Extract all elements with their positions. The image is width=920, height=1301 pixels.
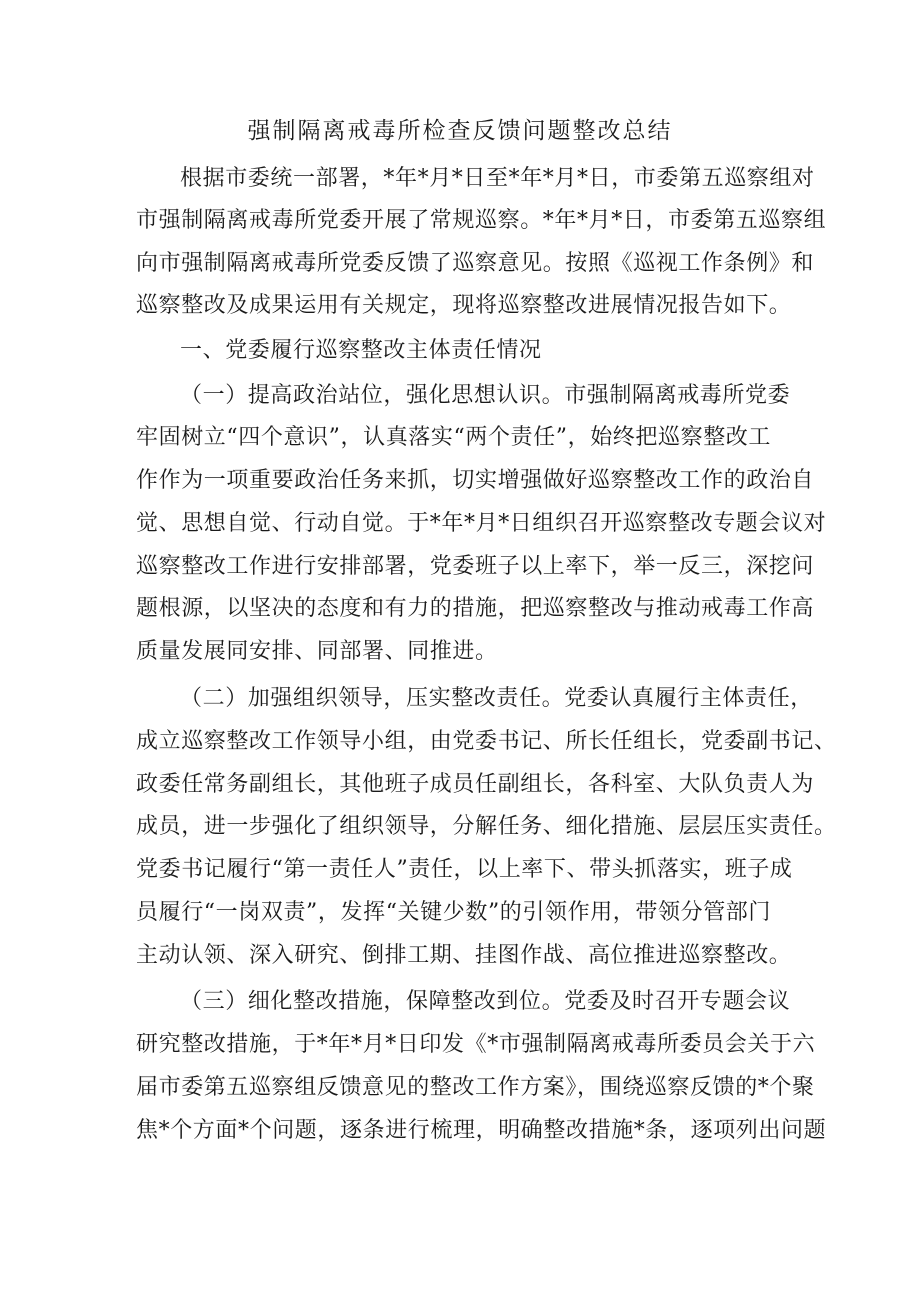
section-heading: 一、党委履行巡察整改主体责任情况	[180, 338, 542, 363]
paragraph-line: 作作为一项重要政治任务来抓，切实增强做好巡察整改工作的政治自	[136, 468, 815, 493]
paragraph-line: 政委任常务副组长，其他班子成员任副组长，各科室、大队负责人为	[136, 772, 815, 797]
paragraph-line: 届市委第五巡察组反馈意见的整改工作方案》，围绕巡察反馈的*个聚	[136, 1075, 815, 1100]
paragraph-line: 题根源，以坚决的态度和有力的措施，把巡察整改与推动戒毒工作高	[136, 596, 815, 621]
paragraph-line: 向市强制隔离戒毒所党委反馈了巡察意见。按照《巡视工作条例》和	[136, 251, 815, 276]
paragraph-line: 成员，进一步强化了组织领导，分解任务、细化措施、层层压实责任。	[136, 814, 837, 839]
paragraph-line: 根据市委统一部署，*年*月*日至*年*月*日，市委第五巡察组对	[180, 166, 815, 191]
paragraph-line: 牢固树立“四个意识”，认真落实“两个责任”，始终把巡察整改工	[136, 425, 771, 450]
paragraph-line: （一）提高政治站位，强化思想认识。市强制隔离戒毒所党委	[180, 383, 791, 408]
paragraph-line: 觉、思想自觉、行动自觉。于*年*月*日组织召开巡察整改专题会议对	[136, 511, 827, 536]
paragraph-line: 市强制隔离戒毒所党委开展了常规巡察。*年*月*日，市委第五巡察组	[136, 208, 827, 233]
paragraph-line: 主动认领、深入研究、倒排工期、挂图作战、高位推进巡察整改。	[136, 943, 792, 968]
paragraph-line: 研究整改措施，于*年*月*日印发《*市强制隔离戒毒所委员会关于六	[136, 1032, 816, 1057]
paragraph-line: 质量发展同安排、同部署、同推进。	[136, 639, 498, 664]
paragraph-line: 党委书记履行“第一责任人”责任，以上率下、带头抓落实，班子成	[136, 857, 793, 882]
paragraph-line: 巡察整改及成果运用有关规定，现将巡察整改进展情况报告如下。	[136, 293, 792, 318]
paragraph-line: 焦*个方面*个问题，逐条进行梳理，明确整改措施*条，逐项列出问题	[136, 1118, 827, 1143]
paragraph-line: 巡察整改工作进行安排部署，党委班子以上率下，举一反三，深挖问	[136, 554, 815, 579]
paragraph-line: （二）加强组织领导，压实整改责任。党委认真履行主体责任，	[180, 686, 813, 711]
document-title: 强制隔离戒毒所检查反馈问题整改总结	[247, 118, 673, 144]
paragraph-line: 员履行“一岗双责”，发挥“关键少数”的引领作用，带领分管部门	[136, 900, 771, 925]
paragraph-line: （三）细化整改措施，保障整改到位。党委及时召开专题会议	[180, 989, 791, 1014]
paragraph-line: 成立巡察整改工作领导小组，由党委书记、所长任组长，党委副书记、	[136, 729, 837, 754]
